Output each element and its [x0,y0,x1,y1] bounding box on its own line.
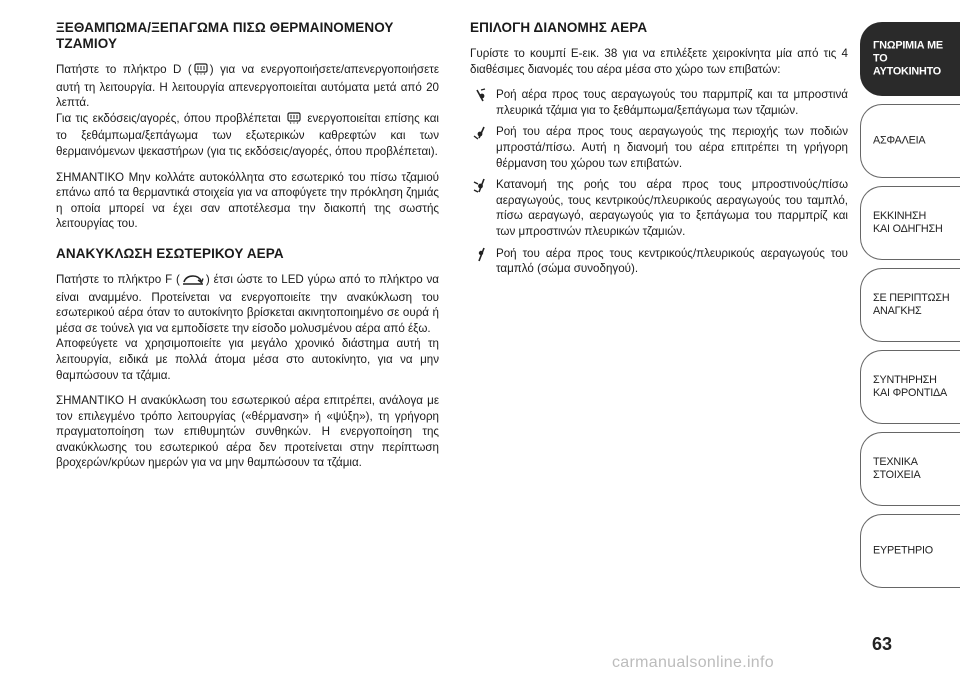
tab-getting-to-know-car[interactable] [860,22,960,96]
text-part: ) έτσι ώστε το LED γύρω από το πλήκτρο να είναι αναμμένο. Προτείνεται να ενεργοποιείτε την ανακύκλωση του εσωτερικού αέρα όταν το αυτοκίνητο βρίσκεται ακινητοποιημένο σε ουρά ή μέσα σε τούνελ για να εμποδίσετε την είσοδο μολυσμένου αέρα από έξω. [56,272,439,335]
rear-defrost-paragraph-2 [56,111,439,160]
tab-label: ΤΕΧΝΙΚΑ ΣΤΟΙΧΕΙΑ [873,456,921,481]
rear-defrost-title: ΞΕΘΑΜΠΩΜΑ/ΞΕΠΑΓΩΜΑ ΠΙΣΩ ΘΕΡΜΑΙΝΟΜΕΝΟΥ ΤΖΑΜΙΟΥ [56,20,394,51]
face-vent-icon [473,247,489,263]
page-number: 63 [872,634,893,654]
recirculation-title: ΑΝΑΚΥΚΛΩΣΗ ΕΣΩΤΕΡΙΚΟΥ ΑΕΡΑ [56,245,284,261]
text-part: Για τις εκδόσεις/αγορές, όπου προβλέπεται [56,111,285,125]
chapter-tabs [860,22,960,596]
tab-safety[interactable] [860,104,960,178]
tab-label: ΕΥΡΕΤΗΡΙΟ [873,544,933,557]
windshield-vent-icon [473,88,489,104]
recirculation-paragraph-2: Αποφεύγετε να χρησιμοποιείτε για μεγάλο χρονικό διάστημα αυτή τη λειτουργία, ειδικά με πολλά άτομα μέσα στο αυτοκίνητο, για να μην θαμπώσουν τα τζάμια. [56,337,439,382]
tab-label: ΕΚΚΙΝΗΣΗ ΚΑΙ ΟΔΗΓΗΣΗ [873,210,943,235]
tab-technical-data[interactable] [860,432,960,506]
rear-defrost-paragraph-1 [56,62,439,111]
tab-emergency[interactable] [860,268,960,342]
text-part: ενεργοποιείται επίσης και το ξεθάμπωμα/ξεπάγωμα των εξωτερικών καθρεφτών και των θερμαινόμενων ψεκαστήρων (για τις εκδόσεις/αγορές, όπου προβλέπεται). [56,111,439,158]
feet-vent-icon [473,125,489,141]
air-distribution-intro: Γυρίστε το κουμπί E-εικ. 38 για να επιλέξετε χειροκίνητα μία από τις 4 διαθέσιμες διανομές του αέρα μέσα στο χώρο των επιβατών: [470,47,848,76]
vent-description: Ροή του αέρα προς τους αεραγωγούς της περιοχής των ποδιών μπροστά/πίσω. Αυτή η διανομή του αέρα επιτρέπει τη γρήγορη θέρμανση του χώρου των επιβατών. [496,125,848,170]
list-item [470,87,848,118]
tab-starting-driving[interactable] [860,186,960,260]
rear-defrost-warning: ΣΗΜΑΝΤΙΚΟ Μην κολλάτε αυτοκόλλητα στο εσωτερικό του πίσω τζαμιού επάνω από τα θερμαντικά στοιχεία για να αποφύγετε την πρόκληση ζημιάς η οποία μπορεί να έχει σαν αποτέλεσμα την διακοπή της σωστής λειτουργίας του. [56,170,439,231]
text-part: Πατήστε το πλήκτρο D ( [56,63,192,76]
vent-description: Κατανομή της ροής του αέρα προς τους μπροστινούς/πίσω αεραγωγούς, τους κεντρικούς/πλευρικούς αεραγωγούς του ταμπλό, πίσω αεραγωγό, αεραγωγούς για το ξεπάγωμα του παρμπρίζ και των μπροστινών πλευρικών τζαμιών. [496,178,848,238]
right-column [470,20,848,283]
tab-label: ΓΝΩΡΙΜΙΑ ΜΕ ΤΟ ΑΥΤΟΚΙΝΗΤΟ [873,39,943,78]
tab-label: ΣΥΝΤΗΡΗΣΗ ΚΑΙ ΦΡΟΝΤΙΔΑ [873,374,948,399]
text-part: Πατήστε το πλήκτρο F ( [56,272,180,286]
list-item [470,124,848,171]
vent-description: Ροή του αέρα προς τους κεντρικούς/πλευρικούς αεραγωγούς του ταμπλό (σώμα συνοδηγού). [496,246,848,276]
rear-defrost-icon [194,63,208,80]
list-item [470,246,848,277]
watermark: carmanualsonline.info [612,654,774,671]
left-column [56,20,439,481]
recirculation-warning: ΣΗΜΑΝΤΙΚΟ Η ανακύκλωση του εσωτερικού αέρα επιτρέπει, ανάλογα με τον επιλεγμένο τρόπο λειτουργίας («θέρμανση» ή «ψύξη»), τη γρήγορη πραγματοποίηση των επιθυμητών συνθηκών. Η ενεργοποίηση της ανακύκλωσης του εσωτερικού αέρα δεν προτείνεται στην περίπτωση βροχερών/κρύων ημερών για να μην θαμπώσουν τα τζάμια. [56,394,439,470]
list-item [470,177,848,239]
tab-maintenance[interactable] [860,350,960,424]
tab-label: ΑΣΦΑΛΕΙΑ [873,134,926,147]
vent-description: Ροή αέρα προς τους αεραγωγούς του παρμπρίζ και τα μπροστινά πλευρικά τζάμια για το ξεθάμπωμα/ξεπάγωμα των τζαμιών. [496,88,848,117]
text-part: ) για να ενεργοποιήσετε/απενεργοποιήσετε αυτή τη λειτουργία. Η λειτουργία απενεργοποιείται αυτόματα μετά από 20 λεπτά. [56,63,439,110]
recirculation-icon [182,274,204,290]
tab-index[interactable] [860,514,960,588]
air-distribution-title: ΕΠΙΛΟΓΗ ΔΙΑΝΟΜΗΣ ΑΕΡΑ [470,20,648,35]
recirculation-paragraph-1 [56,272,439,336]
rear-defrost-icon [287,112,301,129]
feet-windshield-vent-icon [473,178,489,194]
tab-label: ΣΕ ΠΕΡΙΠΤΩΣΗ ΑΝΑΓΚΗΣ [873,292,950,317]
